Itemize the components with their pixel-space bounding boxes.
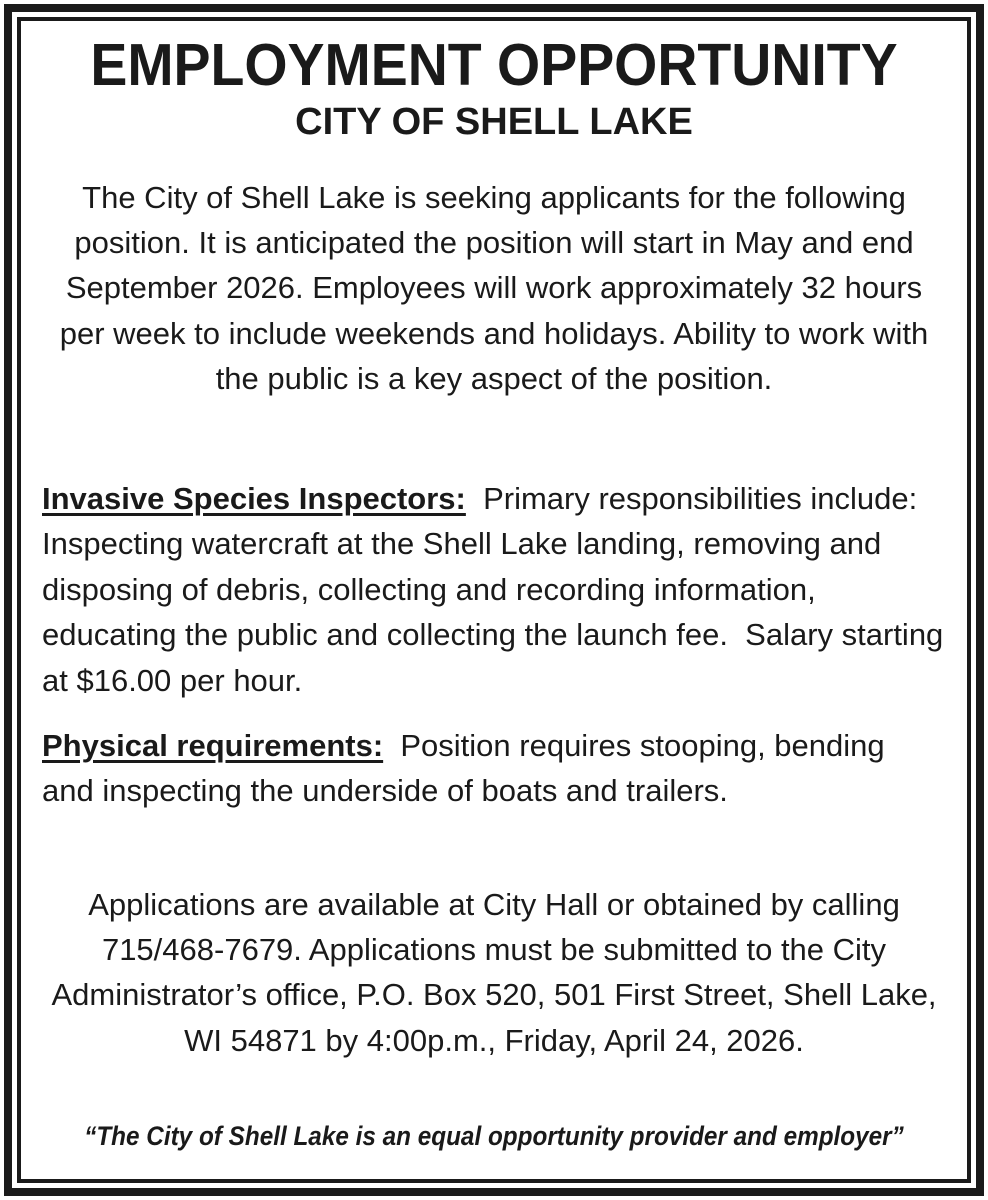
physical-body: Position requires stooping, bending and inspecting the underside of boats and trailers. xyxy=(42,728,894,809)
inspectors-body: Primary responsibilities include: Inspecting watercraft at the Shell Lake landing, removing and disposing of debris, collecting and recording information, educating the public and collecting the launch fee. Salary starting at $16.00 per hour. xyxy=(42,481,952,698)
physical-heading: Physical requirements: xyxy=(42,728,384,763)
headline: EMPLOYMENT OPPORTUNITY xyxy=(90,32,898,98)
intro-paragraph: The City of Shell Lake is seeking applicants for the following position. It is anticipated the position will start in May and end September 2026. Employees will work approximately 32 hours per week to include weekends and holidays. Ability to work with the public is a key aspect of the position. xyxy=(59,180,929,396)
ad-content xyxy=(26,26,962,1174)
physical-paragraph xyxy=(42,723,922,814)
subhead: CITY OF SHELL LAKE xyxy=(295,101,693,143)
inspectors-heading: Invasive Species Inspectors: xyxy=(42,481,466,516)
equal-opportunity-statement: “The City of Shell Lake is an equal opportunity provider and employer” xyxy=(84,1121,904,1151)
applications-paragraph: Applications are available at City Hall or obtained by calling 715/468-7679. Applications must be submitted to the City Administrator’s office, P.O. Box 520, 501 First Street, Shell Lake, WI 54871 by 4:00p.m., Friday, April 24, 2026. xyxy=(51,887,937,1058)
inspectors-paragraph xyxy=(42,476,958,703)
